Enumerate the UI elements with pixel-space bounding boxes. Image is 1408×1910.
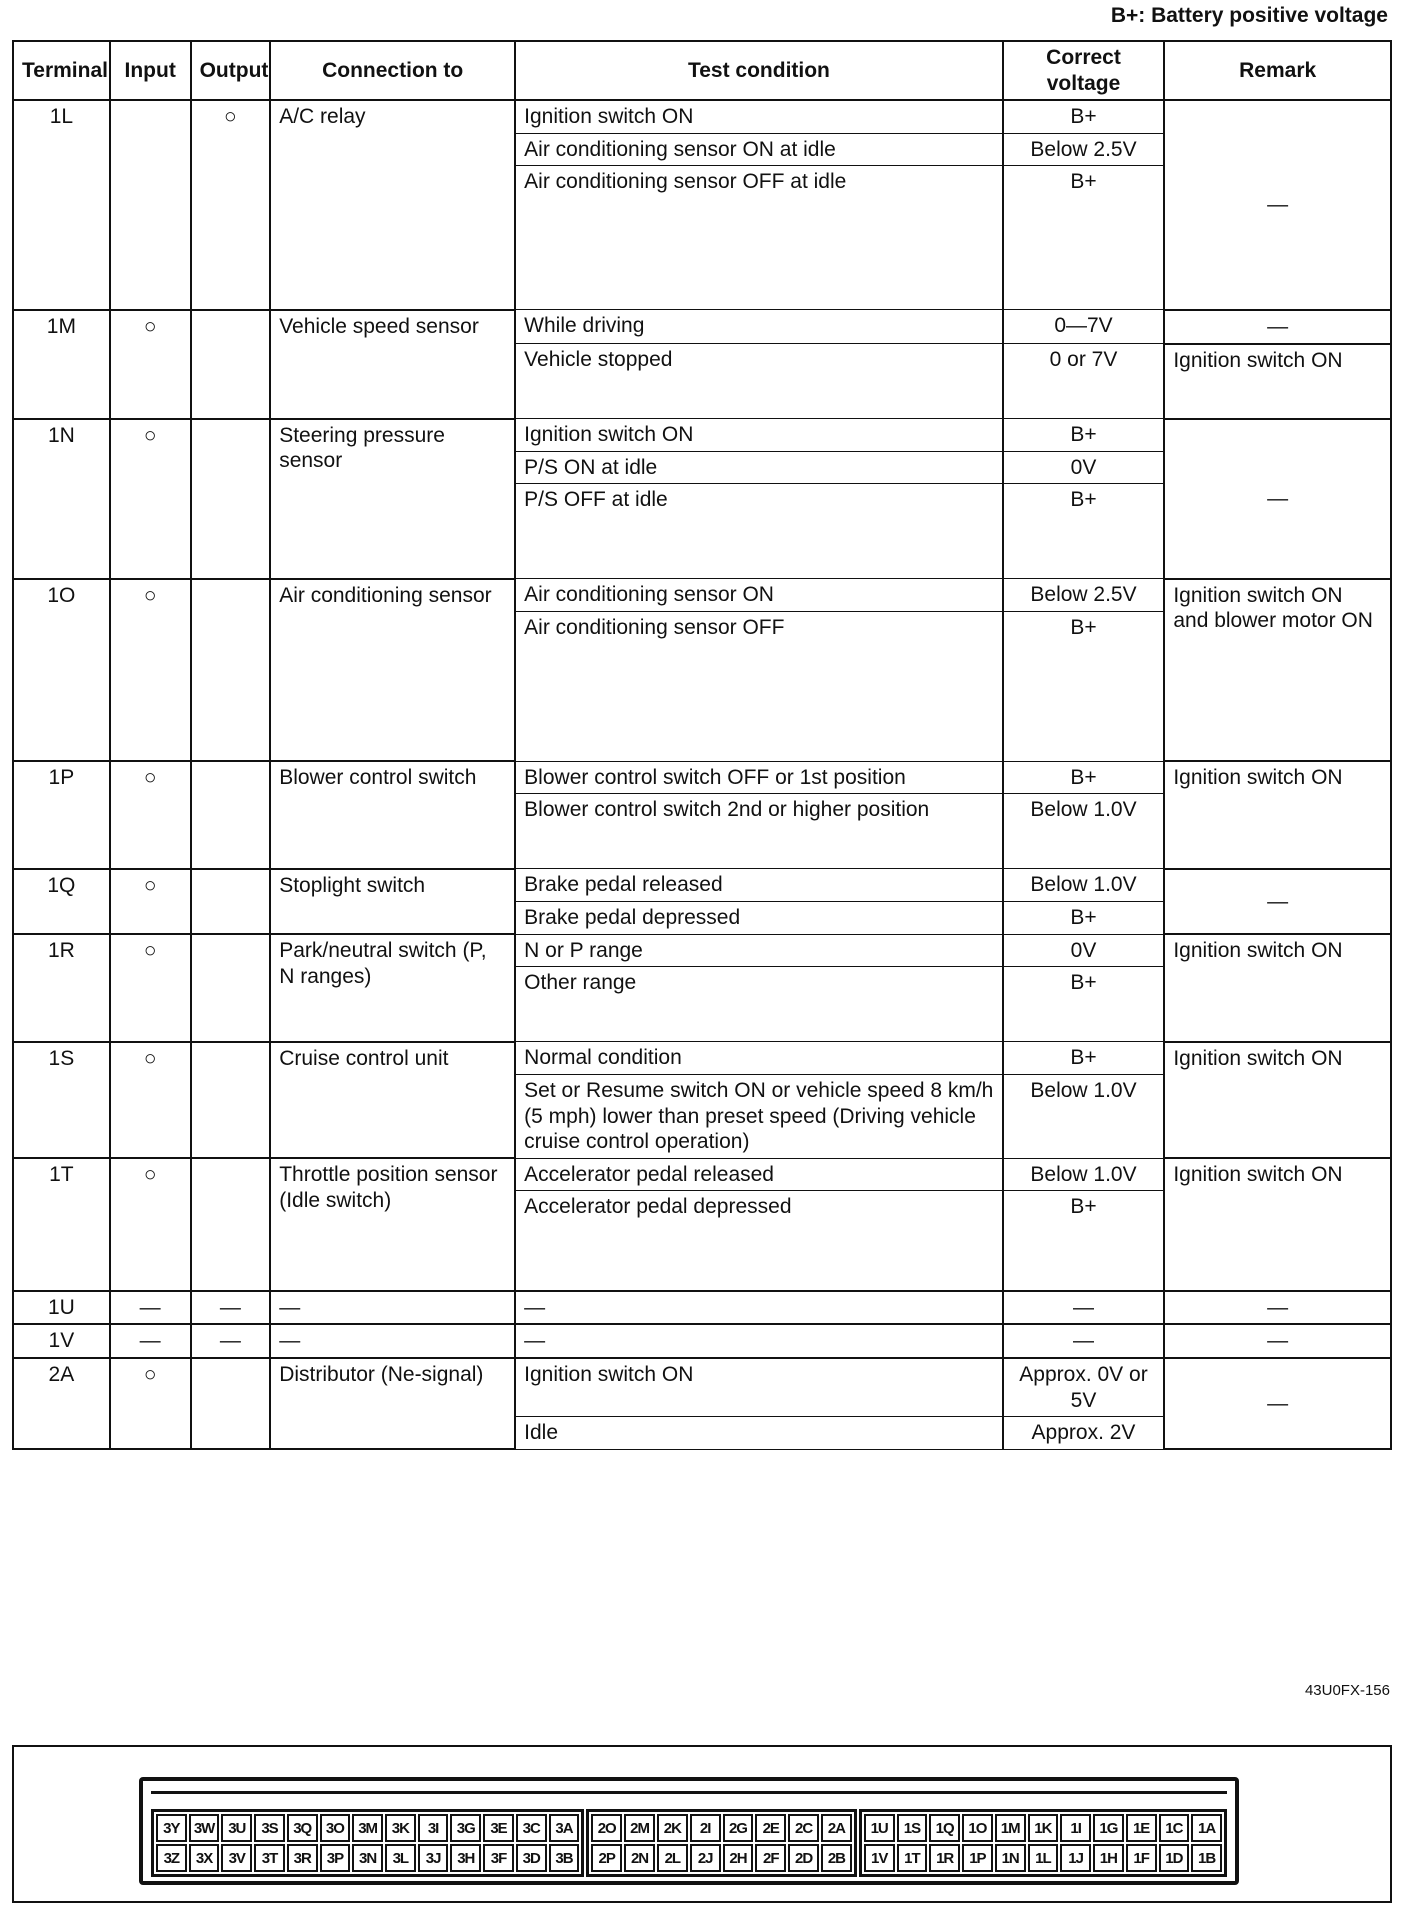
terminal-cell: 2A (13, 1358, 110, 1449)
terminal-cell: 1S (13, 1042, 110, 1158)
connector-pin-blocks (151, 1809, 1227, 1877)
connector-pin: 3E (483, 1814, 514, 1842)
table-header-row (13, 41, 1391, 100)
test-condition-cell: Accelerator pedal released (515, 1158, 1003, 1191)
test-condition-cell: Blower control switch OFF or 1st position (515, 761, 1003, 794)
voltage-cell: Below 2.5V (1003, 579, 1165, 612)
terminal-cell: 1M (13, 310, 110, 419)
connection-cell: A/C relay (270, 100, 515, 310)
connector-pin: 3S (254, 1814, 285, 1842)
table-row (13, 1324, 1391, 1358)
voltage-cell: B+ (1003, 166, 1165, 310)
terminal-voltage-table (12, 40, 1392, 1450)
test-condition-cell: Ignition switch ON (515, 419, 1003, 452)
table-row (13, 579, 1391, 612)
connection-cell: Park/neutral switch (P, N ranges) (270, 934, 515, 1042)
connector-pin: 1M (995, 1814, 1026, 1842)
header-connection: Connection to (270, 41, 515, 100)
connector-pin: 1J (1060, 1844, 1091, 1872)
input-cell: — (110, 1324, 191, 1358)
connector-pin: 3A (549, 1814, 580, 1842)
table-row (13, 100, 1391, 133)
connector-block (859, 1809, 1227, 1877)
output-cell (191, 310, 271, 419)
test-condition-cell: Brake pedal depressed (515, 902, 1003, 935)
input-cell: ○ (110, 579, 191, 762)
connector-latch-ridge (151, 1791, 1227, 1804)
connector-pin: 1G (1093, 1814, 1124, 1842)
output-cell: — (191, 1291, 271, 1325)
test-condition-cell: Air conditioning sensor ON (515, 579, 1003, 612)
connector-pin: 1R (929, 1844, 960, 1872)
connection-cell: Cruise control unit (270, 1042, 515, 1158)
test-condition-cell: Brake pedal released (515, 869, 1003, 902)
voltage-cell: Approx. 0V or 5V (1003, 1358, 1165, 1417)
voltage-cell: — (1003, 1324, 1165, 1358)
test-condition-cell: Vehicle stopped (515, 344, 1003, 419)
remark-cell: — (1164, 419, 1391, 579)
connector-pin: 1P (962, 1844, 993, 1872)
output-cell (191, 1158, 271, 1291)
input-cell (110, 100, 191, 310)
remark-cell: Ignition switch ON (1164, 761, 1391, 869)
input-cell: ○ (110, 1158, 191, 1291)
connector-pin: 3Q (287, 1814, 318, 1842)
connection-cell: Steering pressure sensor (270, 419, 515, 579)
header-test-condition: Test condition (515, 41, 1003, 100)
input-cell: ○ (110, 761, 191, 869)
voltage-cell: B+ (1003, 761, 1165, 794)
connector-pin: 3R (287, 1844, 318, 1872)
legend-note: B+: Battery positive voltage (1110, 4, 1388, 27)
test-condition-cell: Normal condition (515, 1042, 1003, 1075)
connector-pin: 1S (897, 1814, 928, 1842)
remark-cell: Ignition switch ON (1164, 1042, 1391, 1158)
connector-pin: 3T (254, 1844, 285, 1872)
voltage-cell: Below 1.0V (1003, 869, 1165, 902)
header-output: Output (191, 41, 271, 100)
test-condition-cell: Air conditioning sensor OFF (515, 611, 1003, 761)
test-condition-cell: Other range (515, 967, 1003, 1042)
output-cell: ○ (191, 100, 271, 310)
connector-pin: 2A (821, 1814, 852, 1842)
connector-pin: 1D (1159, 1844, 1190, 1872)
connector-pin: 1I (1060, 1814, 1091, 1842)
test-condition-cell: Set or Resume switch ON or vehicle speed 8 km/h (5 mph) lower than preset speed (Driving vehicle cruise control operation) (515, 1074, 1003, 1158)
connector-pin: 3D (516, 1844, 547, 1872)
connector-pin: 2C (788, 1814, 819, 1842)
table-body (13, 100, 1391, 1449)
test-condition-cell: Ignition switch ON (515, 100, 1003, 133)
connector-pin: 3F (483, 1844, 514, 1872)
connection-cell: Vehicle speed sensor (270, 310, 515, 419)
test-condition-cell: Air conditioning sensor OFF at idle (515, 166, 1003, 310)
connector-pin: 3V (221, 1844, 252, 1872)
remark-cell: — (1164, 100, 1391, 310)
test-condition-cell: Air conditioning sensor ON at idle (515, 133, 1003, 166)
connector-pin: 2E (755, 1814, 786, 1842)
test-condition-cell: Ignition switch ON (515, 1358, 1003, 1417)
connector-pin: 3W (189, 1814, 220, 1842)
test-condition-cell: Blower control switch 2nd or higher position (515, 794, 1003, 869)
header-remark: Remark (1164, 41, 1391, 100)
terminal-cell: 1L (13, 100, 110, 310)
connector-pin: 3C (516, 1814, 547, 1842)
terminal-cell: 1R (13, 934, 110, 1042)
connector-pin: 3Y (156, 1814, 187, 1842)
terminal-cell: 1U (13, 1291, 110, 1325)
table-row (13, 761, 1391, 794)
test-condition-cell: Accelerator pedal depressed (515, 1191, 1003, 1291)
connector-pin: 3J (418, 1844, 449, 1872)
header-input: Input (110, 41, 191, 100)
output-cell (191, 869, 271, 934)
connector-pin: 3G (450, 1814, 481, 1842)
connector-pin: 2F (755, 1844, 786, 1872)
voltage-cell: Below 1.0V (1003, 794, 1165, 869)
connector-pin: 1F (1126, 1844, 1157, 1872)
input-cell: ○ (110, 934, 191, 1042)
connector-pin: 1B (1191, 1844, 1222, 1872)
remark-cell: — (1164, 1291, 1391, 1325)
test-condition-cell: — (515, 1291, 1003, 1325)
input-cell: ○ (110, 869, 191, 934)
terminal-cell: 1V (13, 1324, 110, 1358)
remark-cell: Ignition switch ON (1164, 1158, 1391, 1291)
table-row (13, 310, 1391, 344)
connector-pin: 3O (320, 1814, 351, 1842)
connection-cell: Air conditioning sensor (270, 579, 515, 762)
connector-pin: 1E (1126, 1814, 1157, 1842)
output-cell (191, 761, 271, 869)
terminal-cell: 1T (13, 1158, 110, 1291)
connector-pin: 2L (657, 1844, 688, 1872)
table-row (13, 1358, 1391, 1417)
voltage-cell: 0 or 7V (1003, 344, 1165, 419)
connector-pin: 2H (723, 1844, 754, 1872)
input-cell: — (110, 1291, 191, 1325)
voltage-cell: 0V (1003, 934, 1165, 967)
remark-cell: Ignition switch ON and blower motor ON (1164, 579, 1391, 762)
voltage-cell: — (1003, 1291, 1165, 1325)
table-row (13, 419, 1391, 452)
input-cell: ○ (110, 310, 191, 419)
connector-pin: 1A (1191, 1814, 1222, 1842)
connector-pin: 2P (591, 1844, 622, 1872)
header-correct-voltage: Correct voltage (1003, 41, 1165, 100)
output-cell (191, 1042, 271, 1158)
remark-cell: Ignition switch ON (1164, 344, 1391, 419)
connector-pin: 1O (962, 1814, 993, 1842)
voltage-cell: B+ (1003, 1042, 1165, 1075)
test-condition-cell: While driving (515, 310, 1003, 344)
input-cell: ○ (110, 419, 191, 579)
terminal-cell: 1Q (13, 869, 110, 934)
connector-pin: 2I (690, 1814, 721, 1842)
connector-pin: 3I (418, 1814, 449, 1842)
voltage-cell: B+ (1003, 1191, 1165, 1291)
connector-pin: 2N (624, 1844, 655, 1872)
connection-cell: Distributor (Ne-signal) (270, 1358, 515, 1449)
connector-pin: 2K (657, 1814, 688, 1842)
header-terminal: Terminal (13, 41, 110, 100)
connector-pin: 2M (624, 1814, 655, 1842)
connector-pin: 1N (995, 1844, 1026, 1872)
connector-pin: 3K (385, 1814, 416, 1842)
table-row (13, 869, 1391, 902)
voltage-cell: Below 2.5V (1003, 133, 1165, 166)
input-cell: ○ (110, 1358, 191, 1449)
input-cell: ○ (110, 1042, 191, 1158)
connector-block (586, 1809, 857, 1877)
figure-reference: 43U0FX-156 (1304, 1682, 1390, 1699)
table-row (13, 1291, 1391, 1325)
voltage-cell: B+ (1003, 967, 1165, 1042)
connection-cell: — (270, 1324, 515, 1358)
connector-pin: 1T (897, 1844, 928, 1872)
voltage-cell: Below 1.0V (1003, 1158, 1165, 1191)
connector-pin: 3L (385, 1844, 416, 1872)
terminal-cell: 1N (13, 419, 110, 579)
ecu-connector-diagram (139, 1777, 1239, 1885)
table-row (13, 1042, 1391, 1075)
connector-pin: 1V (864, 1844, 895, 1872)
connector-pin: 2B (821, 1844, 852, 1872)
output-cell (191, 934, 271, 1042)
connector-block (151, 1809, 584, 1877)
connector-pin: 3M (352, 1814, 383, 1842)
connection-cell: — (270, 1291, 515, 1325)
voltage-cell: B+ (1003, 611, 1165, 761)
connection-cell: Throttle position sensor (Idle switch) (270, 1158, 515, 1291)
voltage-cell: Below 1.0V (1003, 1074, 1165, 1158)
terminal-cell: 1O (13, 579, 110, 762)
connector-pin: 3H (450, 1844, 481, 1872)
test-condition-cell: P/S OFF at idle (515, 484, 1003, 579)
connector-pin: 1H (1093, 1844, 1124, 1872)
output-cell (191, 419, 271, 579)
voltage-cell: B+ (1003, 484, 1165, 579)
voltage-cell: B+ (1003, 902, 1165, 935)
connector-pin: 1C (1159, 1814, 1190, 1842)
connection-cell: Blower control switch (270, 761, 515, 869)
output-cell: — (191, 1324, 271, 1358)
test-condition-cell: N or P range (515, 934, 1003, 967)
connector-pin: 3X (189, 1844, 220, 1872)
test-condition-cell: P/S ON at idle (515, 451, 1003, 484)
remark-cell: — (1164, 869, 1391, 934)
connector-pin: 3U (221, 1814, 252, 1842)
remark-cell: — (1164, 1324, 1391, 1358)
remark-cell: — (1164, 1358, 1391, 1449)
connector-pin: 2D (788, 1844, 819, 1872)
connector-pin: 3B (549, 1844, 580, 1872)
terminal-cell: 1P (13, 761, 110, 869)
output-cell (191, 579, 271, 762)
table-row (13, 934, 1391, 967)
test-condition-cell: Idle (515, 1417, 1003, 1450)
connector-pin: 1Q (929, 1814, 960, 1842)
voltage-cell: 0—7V (1003, 310, 1165, 344)
test-condition-cell: — (515, 1324, 1003, 1358)
connector-pin: 1L (1028, 1844, 1059, 1872)
connector-pin: 1K (1028, 1814, 1059, 1842)
voltage-cell: B+ (1003, 419, 1165, 452)
voltage-cell: 0V (1003, 451, 1165, 484)
output-cell (191, 1358, 271, 1449)
remark-cell: Ignition switch ON (1164, 934, 1391, 1042)
table-row (13, 1158, 1391, 1191)
connection-cell: Stoplight switch (270, 869, 515, 934)
voltage-cell: Approx. 2V (1003, 1417, 1165, 1450)
connector-pin: 3N (352, 1844, 383, 1872)
remark-cell: — (1164, 310, 1391, 344)
connector-pin: 2J (690, 1844, 721, 1872)
connector-pin: 2O (591, 1814, 622, 1842)
connector-pin: 3Z (156, 1844, 187, 1872)
connector-pin: 1U (864, 1814, 895, 1842)
connector-pin: 2G (723, 1814, 754, 1842)
voltage-cell: B+ (1003, 100, 1165, 133)
connector-pin: 3P (320, 1844, 351, 1872)
